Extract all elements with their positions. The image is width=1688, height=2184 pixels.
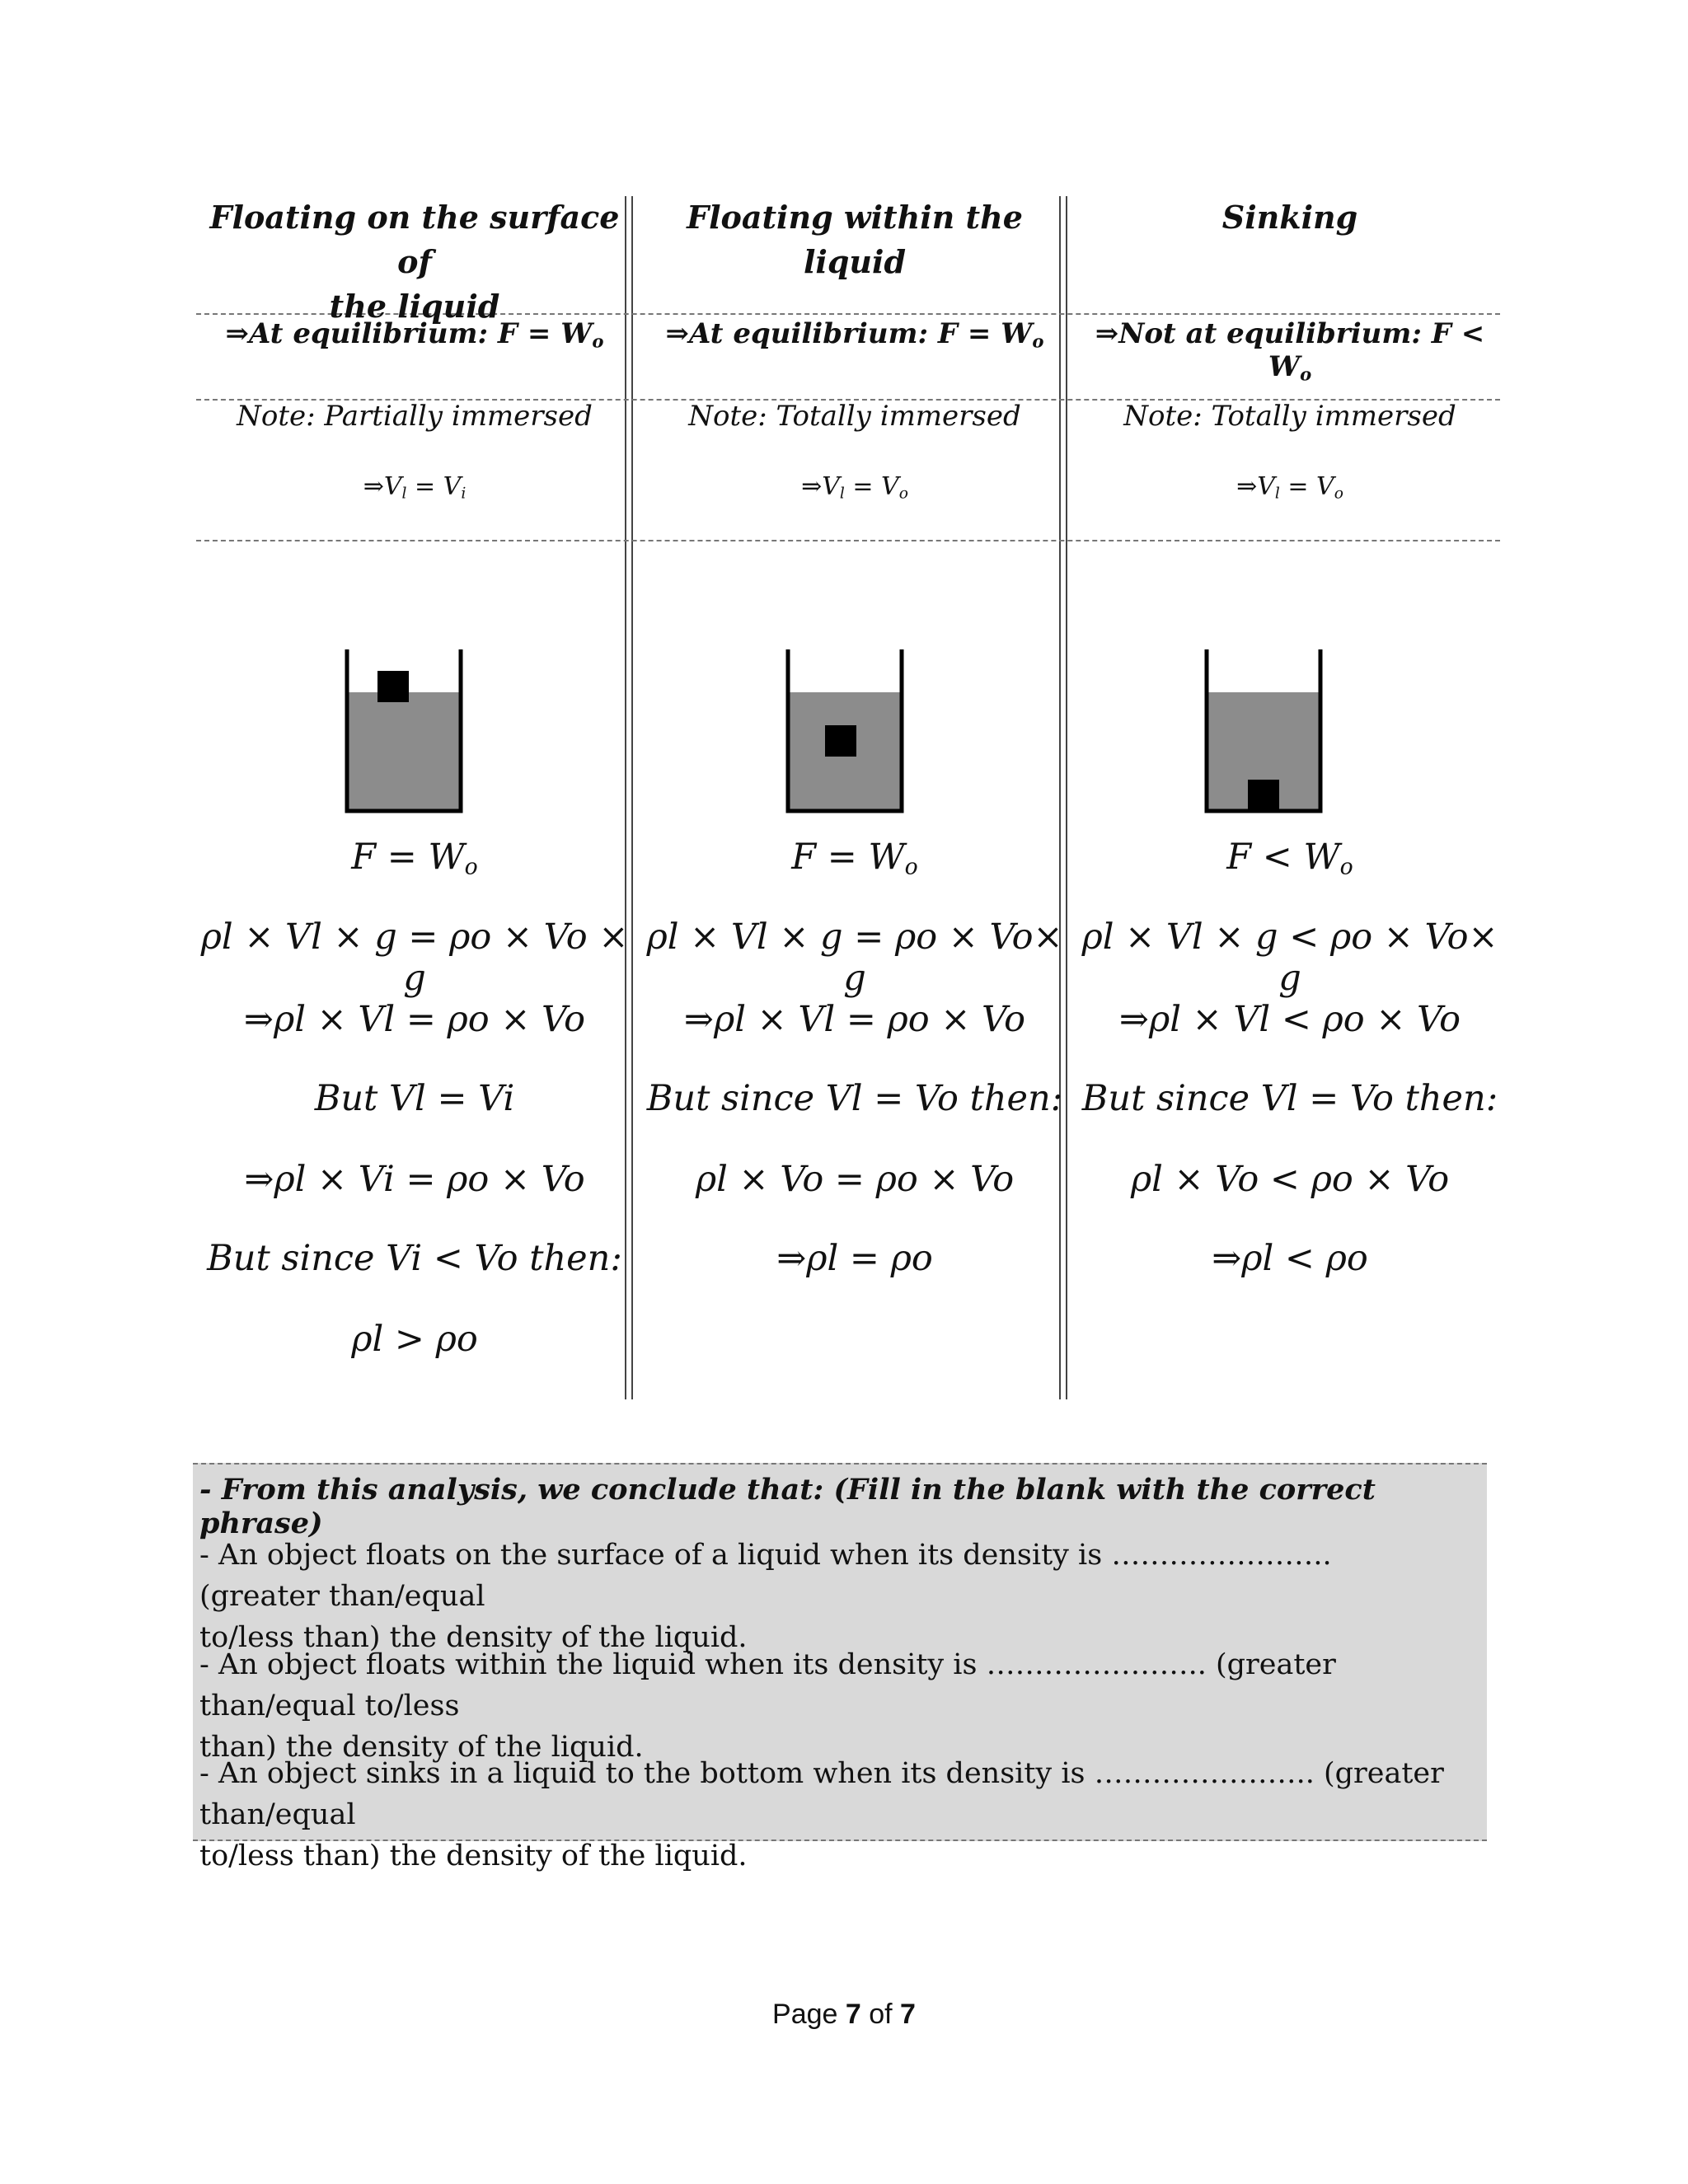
object-floating-within bbox=[825, 725, 856, 757]
equation-line: ⇒ρl × Vl = ρo × Vo bbox=[243, 999, 586, 1040]
equilibrium-state: ⇒At equilibrium: $F = W_o$ bbox=[225, 317, 604, 352]
immersion-note: Note: Totally immersed bbox=[688, 400, 1021, 433]
volume-relation: $\Rightarrow V_l = V_o$ bbox=[1236, 472, 1343, 503]
item-line: - An object floats on the surface of a liquid when its density is ………………….. (greater than/equal bbox=[199, 1539, 1332, 1613]
equation-line: ρl × Vl × g < ρo × Vo× g bbox=[1081, 916, 1498, 999]
fill-blank-item bbox=[199, 1753, 1461, 1877]
object-sunk-bottom bbox=[1248, 780, 1279, 809]
conclusion-heading: - From this analysis, we conclude that: (Fill in the blank with the correct phrase) bbox=[199, 1473, 1376, 1540]
equation-line: ⇒ρl = ρo bbox=[776, 1238, 933, 1279]
immersion-note: Note: Totally immersed bbox=[1123, 400, 1456, 433]
column-divider-2 bbox=[1059, 196, 1067, 1399]
equation-line: ⇒ρl × Vi = ρo × Vo bbox=[244, 1159, 585, 1200]
equation-line: ⇒ρl × Vl = ρo × Vo bbox=[683, 999, 1026, 1040]
page-number: Page 7 of 7 bbox=[772, 1999, 916, 2030]
column-heading bbox=[636, 195, 1073, 284]
equation-line: ρl × Vo = ρo × Vo bbox=[695, 1159, 1015, 1200]
fill-blank-item bbox=[199, 1644, 1461, 1768]
beaker-sinking bbox=[1202, 643, 1325, 816]
column-heading bbox=[196, 195, 633, 329]
fill-blank-item bbox=[199, 1535, 1461, 1658]
equation-line: ρl > ρo bbox=[351, 1319, 478, 1360]
conclusion-box bbox=[193, 1463, 1487, 1872]
heading-line: Floating within the liquid bbox=[687, 199, 1023, 280]
equation-line: But since Vl = Vo then: bbox=[646, 1078, 1063, 1119]
item-line: - An object floats within the liquid when its density is ………………….. (greater than/equal to/less bbox=[199, 1648, 1336, 1722]
equation-line: ρl × Vo < ρo × Vo bbox=[1130, 1159, 1450, 1200]
equation-line: But Vl = Vi bbox=[314, 1078, 515, 1119]
beaker-floating-surface bbox=[342, 643, 466, 816]
beaker-floating-within bbox=[783, 643, 907, 816]
equilibrium-state: ⇒Not at equilibrium: $F < W_o$ bbox=[1095, 317, 1485, 385]
heading-line: Sinking bbox=[1221, 199, 1358, 236]
equation-line: ⇒ρl × Vl < ρo × Vo bbox=[1118, 999, 1461, 1040]
equilibrium-state: ⇒At equilibrium: $F = W_o$ bbox=[665, 317, 1044, 352]
equation-force: $F = W_o$ bbox=[351, 837, 478, 880]
volume-relation: $\Rightarrow V_l = V_o$ bbox=[801, 472, 908, 503]
item-line: to/less than) the density of the liquid. bbox=[199, 1621, 748, 1654]
equation-line: But since Vi < Vo then: bbox=[207, 1238, 622, 1279]
immersion-note: Note: Partially immersed bbox=[237, 400, 593, 433]
equation-force: $F < W_o$ bbox=[1226, 837, 1353, 880]
item-line: to/less than) the density of the liquid. bbox=[199, 1840, 748, 1872]
equation-force: $F = W_o$ bbox=[791, 837, 918, 880]
item-line: - An object sinks in a liquid to the bottom when its density is ………………….. (greater than/equal bbox=[199, 1757, 1444, 1831]
volume-relation: $\Rightarrow V_l = V_i$ bbox=[363, 472, 467, 503]
object-floating-surface bbox=[377, 671, 409, 702]
heading-line: the liquid bbox=[329, 288, 500, 325]
equation-line: ⇒ρl < ρo bbox=[1212, 1238, 1368, 1279]
item-line: than) the density of the liquid. bbox=[199, 1731, 644, 1764]
equation-line: ρl × Vl × g = ρo × Vo× g bbox=[646, 916, 1063, 999]
heading-line: Floating on the surface of bbox=[209, 199, 620, 280]
column-divider-1 bbox=[625, 196, 633, 1399]
column-heading bbox=[1071, 195, 1508, 240]
row-separator-3 bbox=[196, 540, 1500, 541]
liquid bbox=[349, 692, 459, 811]
equation-line: ρl × Vl × g = ρo × Vo × g bbox=[200, 916, 629, 999]
equation-line: But since Vl = Vo then: bbox=[1081, 1078, 1498, 1119]
